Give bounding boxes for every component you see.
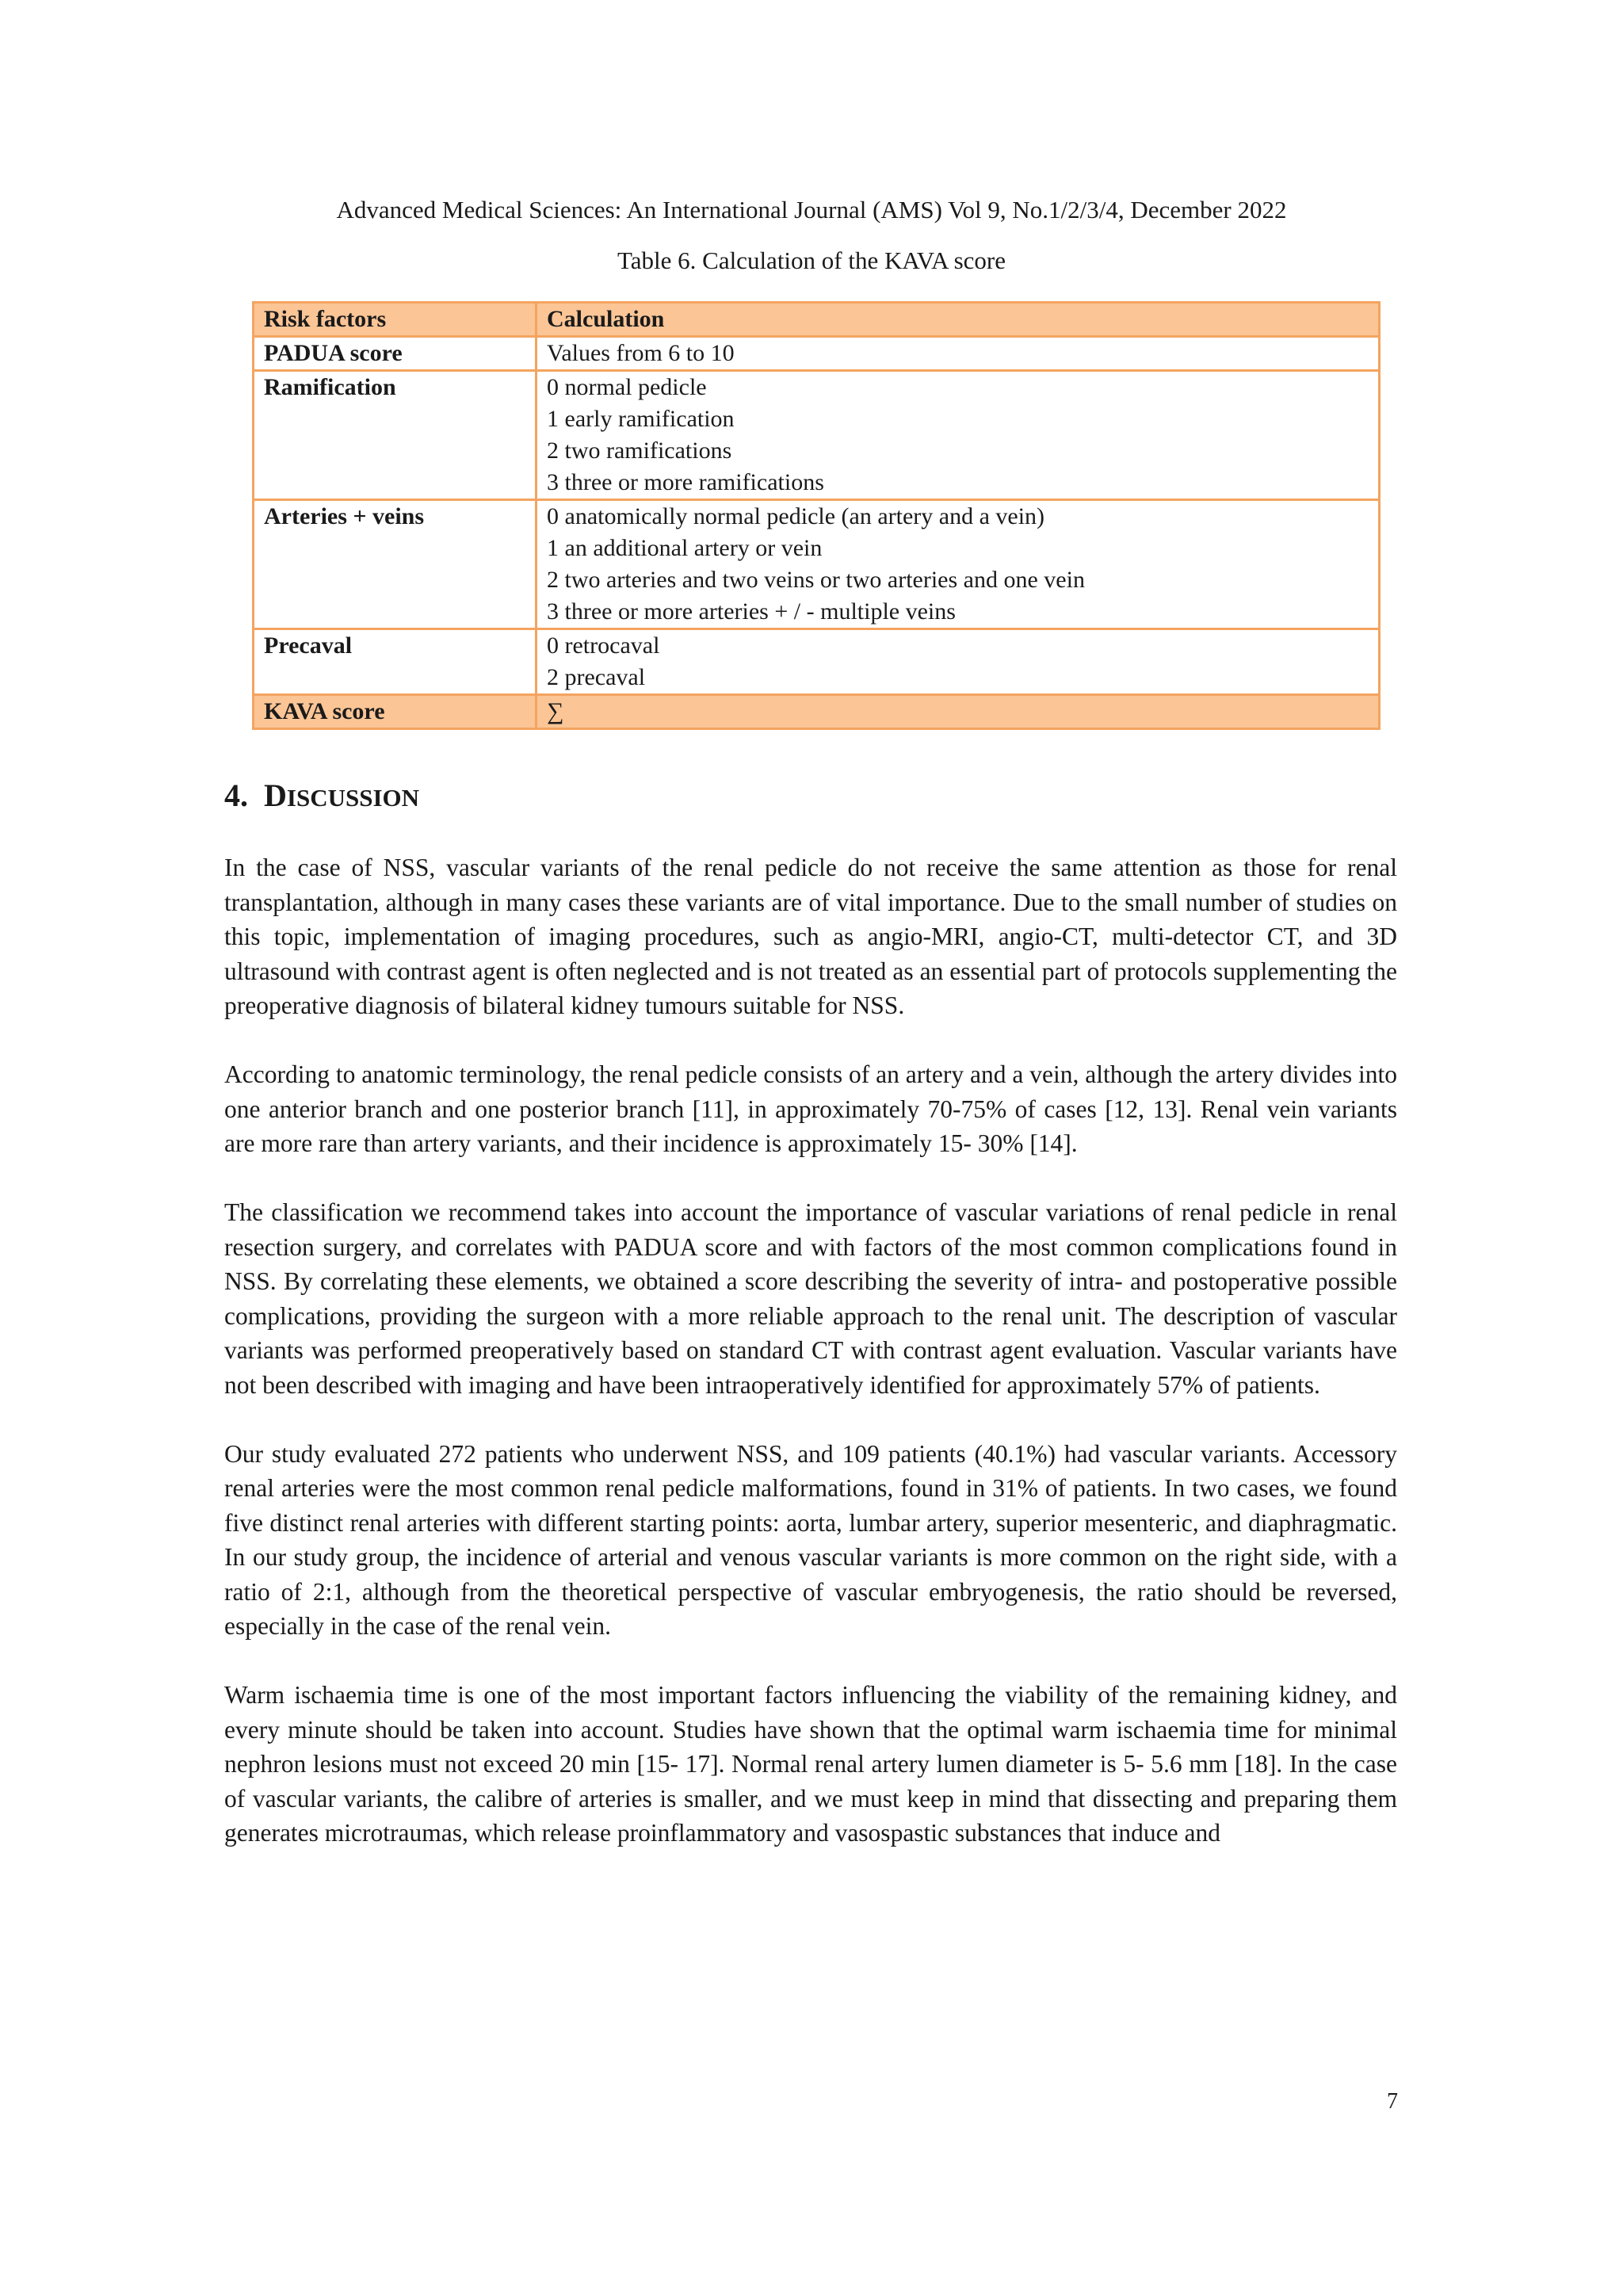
section-title-rest: ISCUSSION — [286, 784, 420, 812]
calculation-line: 3 three or more ramifications — [547, 469, 824, 495]
section-number: 4. — [224, 777, 248, 813]
table-row — [254, 500, 1380, 629]
calculation-line: 2 two ramifications — [547, 437, 732, 464]
row-label-kava-score: KAVA score — [254, 695, 537, 729]
body-paragraph: The classification we recommend takes into account the importance of vascular variations of renal pedicle in renal resection surgery, and correlates with PADUA score and with factors of the most common complications found in NSS. By correlating these elements, we obtained a score describing the severity of intra- and postoperative possible complications, providing the surgeon with a more reliable approach to the renal unit. The description of vascular variants was performed preoperatively based on standard CT with contrast agent evaluation. Vascular variants have not been described with imaging and have been intraoperatively identified for approximately 57% of patients. — [224, 1198, 1397, 1399]
body-paragraph: Warm ischaemia time is one of the most important factors influencing the viability of the remaining kidney, and every minute should be taken into account. Studies have shown that the optimal warm ischaemia time for minimal nephron lesions must not exceed 20 min [15- 17]. Normal renal artery lumen diameter is 5- 5.6 mm [18]. In the case of vascular variants, the calibre of arteries is smaller, and we must keep in mind that dissecting and preparing them generates microtraumas, which release proinflammatory and vasospastic substances that induce and — [224, 1681, 1397, 1847]
page-number: 7 — [1387, 2089, 1398, 2114]
calculation-line: 0 anatomically normal pedicle (an artery and a vein) — [547, 503, 1045, 529]
kava-score-table — [252, 301, 1381, 730]
table-row — [254, 629, 1380, 695]
row-label-ramification: Ramification — [254, 371, 537, 500]
calculation-line: Values from 6 to 10 — [547, 340, 735, 366]
calculation-line: 1 an additional artery or vein — [547, 535, 823, 561]
column-header-calculation: Calculation — [537, 303, 1380, 337]
row-calculation-arteries-veins — [537, 500, 1380, 629]
calculation-line: 0 normal pedicle — [547, 374, 707, 400]
table-row — [254, 371, 1380, 500]
table-footer-row — [254, 695, 1380, 729]
calculation-line: 2 precaval — [547, 664, 646, 690]
row-calculation-ramification — [537, 371, 1380, 500]
body-paragraph: In the case of NSS, vascular variants of the renal pedicle do not receive the same attention as those for renal transplantation, although in many cases these variants are of vital importance. Due to the small number of studies on this topic, implementation of imaging procedures, such as angio-MRI, angio-CT, multi-detector CT, and 3D ultrasound with contrast agent is often neglected and is not treated as an essential part of protocols supplementing the preoperative diagnosis of bilateral kidney tumours suitable for NSS. — [224, 854, 1397, 1019]
calculation-line: 0 retrocaval — [547, 632, 660, 659]
table-caption: Table 6. Calculation of the KAVA score — [617, 246, 1006, 274]
body-paragraph: According to anatomic terminology, the renal pedicle consists of an artery and a vein, although the artery divides into one anterior branch and one posterior branch [11], in approximately 70-75% of cases [12, 13]. Renal vein variants are more rare than artery variants, and their incidence is approximately 15- 30% [14]. — [224, 1060, 1397, 1157]
table-header-row — [254, 303, 1380, 337]
calculation-line: 1 early ramification — [547, 406, 735, 432]
row-calculation-precaval — [537, 629, 1380, 695]
table-row — [254, 337, 1380, 371]
calculation-line: 2 two arteries and two veins or two arteries and one vein — [547, 567, 1085, 593]
calculation-line: 3 three or more arteries + / - multiple veins — [547, 598, 956, 625]
section-heading-discussion — [224, 777, 419, 815]
journal-header: Advanced Medical Sciences: An International Journal (AMS) Vol 9, No.1/2/3/4, December 2022 — [336, 196, 1287, 223]
sum-symbol: ∑ — [537, 695, 1380, 729]
row-label-precaval: Precaval — [254, 629, 537, 695]
discussion-body — [224, 850, 1397, 1885]
row-label-padua: PADUA score — [254, 337, 537, 371]
row-calculation-padua — [537, 337, 1380, 371]
column-header-risk-factors: Risk factors — [254, 303, 537, 337]
section-title-initial: D — [264, 777, 287, 813]
body-paragraph: Our study evaluated 272 patients who underwent NSS, and 109 patients (40.1%) had vascular variants. Accessory renal arteries were the most common renal pedicle malformations, found in 31% of patients. In two cases, we found five distinct renal arteries with different starting points: aorta, lumbar artery, superior mesenteric, and diaphragmatic. In our study group, the incidence of arterial and venous vascular variants is more common on the right side, with a ratio of 2:1, although from the theoretical perspective of vascular embryogenesis, the ratio should be reversed, especially in the case of the renal vein. — [224, 1439, 1397, 1640]
row-label-arteries-veins: Arteries + veins — [254, 500, 537, 629]
